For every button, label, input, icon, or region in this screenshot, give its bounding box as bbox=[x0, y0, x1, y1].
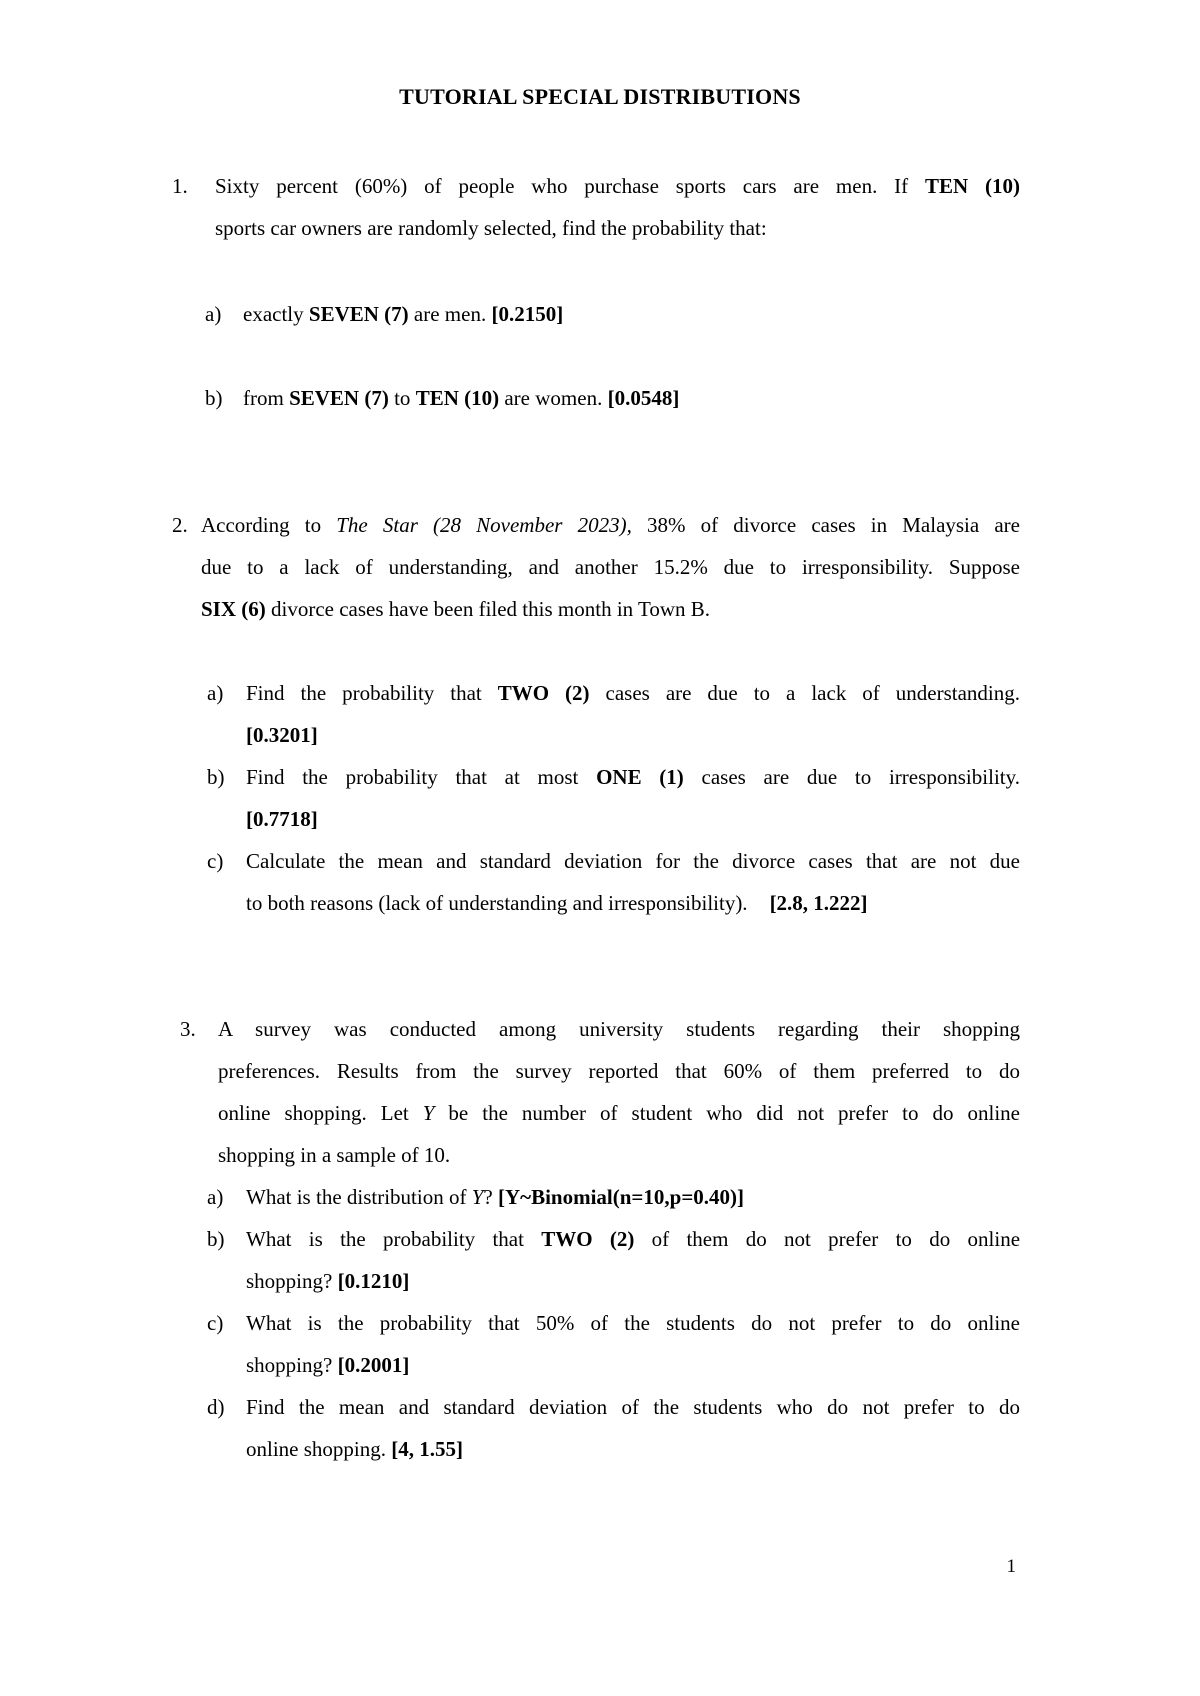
q3-line-1: A survey was conducted among university students regarding their shopping bbox=[218, 1017, 1020, 1041]
q3-part-d-line-2 bbox=[246, 1439, 463, 1460]
q3-d-label: d) bbox=[207, 1395, 225, 1419]
q3-text-2: be the number of student who did not prefer to do online bbox=[434, 1101, 1020, 1125]
q3-b-text-3: shopping? bbox=[246, 1269, 338, 1293]
q2-part-c-line-2 bbox=[246, 893, 868, 914]
q2-a-text-2: cases are due to a lack of understanding. bbox=[589, 681, 1020, 705]
q2-a-bold: TWO (2) bbox=[497, 681, 590, 705]
q3-a-label: a) bbox=[207, 1185, 224, 1209]
document-title: TUTORIAL SPECIAL DISTRIBUTIONS bbox=[399, 84, 801, 109]
q2-a-text: Find the probability that bbox=[246, 681, 498, 705]
q3-part-b-line-1 bbox=[246, 1229, 1020, 1250]
q1-a-label: a) bbox=[205, 302, 222, 326]
q1-a-answer: [0.2150] bbox=[491, 302, 564, 326]
q3-b-text: What is the probability that bbox=[246, 1227, 542, 1251]
q2-part-a bbox=[246, 683, 1020, 704]
q1-a-bold: SEVEN (7) bbox=[308, 302, 409, 326]
q1-number: 1. bbox=[172, 174, 188, 198]
q3-a-variable: Y bbox=[471, 1185, 484, 1209]
q1-b-answer: [0.0548] bbox=[607, 386, 680, 410]
q2-text-3: divorce cases have been filed this month in Town B. bbox=[265, 597, 711, 621]
q3-b-bold: TWO (2) bbox=[541, 1227, 635, 1251]
q2-b-answer-text: [0.7718] bbox=[246, 807, 318, 831]
q1-line-1 bbox=[215, 176, 1020, 197]
q1-b-text-3: are women. bbox=[499, 386, 608, 410]
q2-line-3 bbox=[201, 599, 710, 620]
q2-c-answer: [2.8, 1.222] bbox=[769, 891, 868, 915]
q3-part-c-line-1: What is the probability that 50% of the students do not prefer to do online bbox=[246, 1311, 1020, 1335]
q1-text: Sixty percent (60%) of people who purchase sports cars are men. If bbox=[215, 174, 925, 198]
q1-b-label: b) bbox=[205, 386, 223, 410]
page-number: 1 bbox=[1006, 1556, 1016, 1577]
q3-a-text-2: ? bbox=[483, 1185, 498, 1209]
q3-c-label: c) bbox=[207, 1311, 224, 1335]
q2-source: The Star (28 November 2023), bbox=[336, 513, 632, 537]
q3-variable-y: Y bbox=[422, 1101, 435, 1125]
q3-b-answer: [0.1210] bbox=[337, 1269, 410, 1293]
q3-d-text: online shopping. bbox=[246, 1437, 392, 1461]
q3-a-answer: [Y~Binomial(n=10,p=0.40)] bbox=[498, 1185, 745, 1209]
q2-a-answer bbox=[246, 725, 318, 746]
q1-a-text: exactly bbox=[243, 302, 309, 326]
q2-bold-six: SIX (6) bbox=[201, 597, 266, 621]
q3-number: 3. bbox=[180, 1017, 196, 1041]
q3-line-3 bbox=[218, 1103, 1020, 1124]
q2-b-bold: ONE (1) bbox=[596, 765, 684, 789]
q1-part-a bbox=[243, 304, 563, 325]
q2-b-label: b) bbox=[207, 765, 225, 789]
q2-part-c-line-1: Calculate the mean and standard deviation for the divorce cases that are not due bbox=[246, 849, 1020, 873]
q1-b-bold-1: SEVEN (7) bbox=[289, 386, 389, 410]
q1-bold-ten: TEN (10) bbox=[924, 174, 1020, 198]
q3-c-answer: [0.2001] bbox=[337, 1353, 410, 1377]
q2-c-text: to both reasons (lack of understanding and irresponsibility). bbox=[246, 891, 748, 915]
q2-number: 2. bbox=[172, 513, 188, 537]
q2-line-1 bbox=[201, 515, 1020, 536]
q2-part-b bbox=[246, 767, 1020, 788]
q1-b-text-2: to bbox=[388, 386, 416, 410]
q2-c-label: c) bbox=[207, 849, 224, 873]
q2-a-answer-text: [0.3201] bbox=[246, 723, 318, 747]
q2-a-label: a) bbox=[207, 681, 224, 705]
q3-part-c-line-2 bbox=[246, 1355, 409, 1376]
q2-b-answer bbox=[246, 809, 318, 830]
q1-b-text: from bbox=[243, 386, 290, 410]
q3-d-answer: [4, 1.55] bbox=[391, 1437, 463, 1461]
q2-text-2: 38% of divorce cases in Malaysia are bbox=[631, 513, 1020, 537]
q2-b-text: Find the probability that at most bbox=[246, 765, 597, 789]
q3-b-text-2: of them do not prefer to do online bbox=[634, 1227, 1021, 1251]
q3-c-text: shopping? bbox=[246, 1353, 338, 1377]
q1-a-text-2: are men. bbox=[408, 302, 492, 326]
q3-line-2: preferences. Results from the survey reported that 60% of them preferred to do bbox=[218, 1059, 1020, 1083]
q3-line-4: shopping in a sample of 10. bbox=[218, 1143, 451, 1167]
q1-part-b bbox=[243, 388, 679, 409]
q2-b-text-2: cases are due to irresponsibility. bbox=[683, 765, 1020, 789]
q3-b-label: b) bbox=[207, 1227, 225, 1251]
q1-line-2: sports car owners are randomly selected, find the probability that: bbox=[215, 216, 767, 240]
q2-line-2: due to a lack of understanding, and another 15.2% due to irresponsibility. Suppose bbox=[201, 555, 1020, 579]
q1-b-bold-2: TEN (10) bbox=[415, 386, 500, 410]
q2-text: According to bbox=[201, 513, 337, 537]
q3-part-d-line-1: Find the mean and standard deviation of the students who do not prefer to do bbox=[246, 1395, 1020, 1419]
q3-part-b-line-2 bbox=[246, 1271, 409, 1292]
q3-text: online shopping. Let bbox=[218, 1101, 423, 1125]
q3-part-a bbox=[246, 1187, 744, 1208]
q3-a-text: What is the distribution of bbox=[246, 1185, 472, 1209]
